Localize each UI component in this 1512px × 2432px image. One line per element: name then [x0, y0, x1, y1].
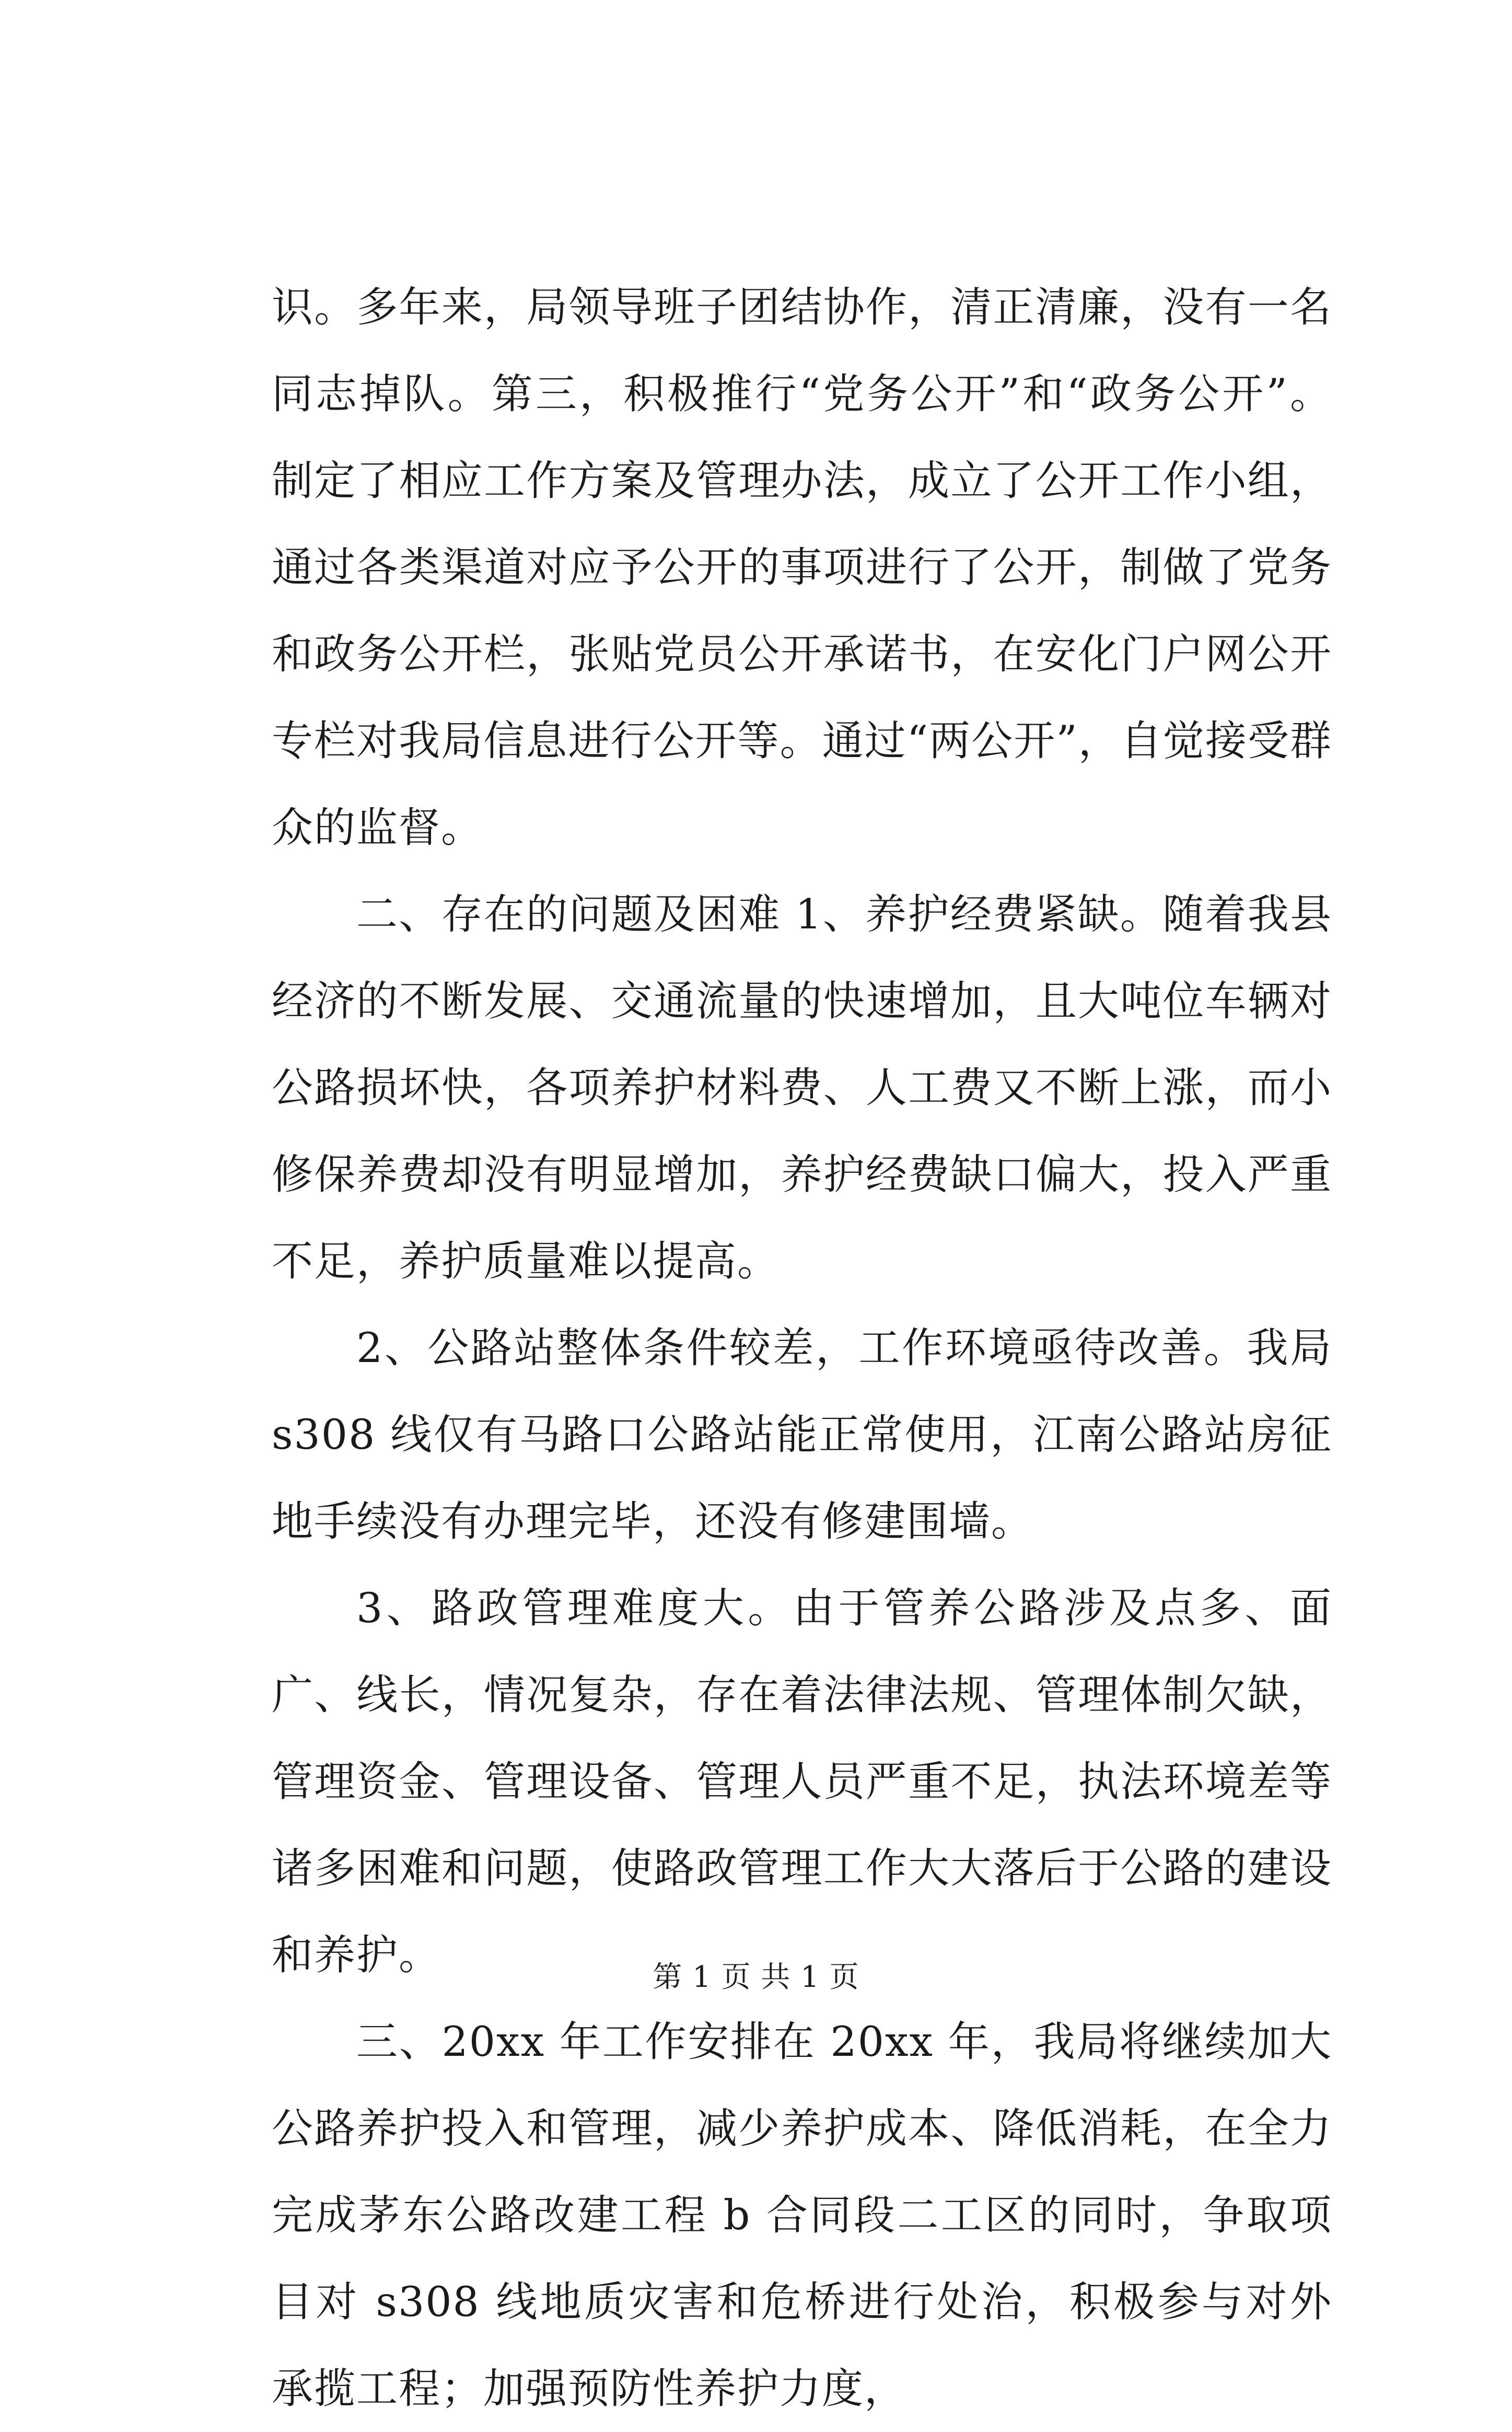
paragraph-5: 三、20xx 年工作安排在 20xx 年，我局将继续加大公路养护投入和管理，减少养护成本、降低消耗，在全力完成茅东公路改建工程 b 合同段二工区的同时，争取项目对 s308 线地质灾害和危桥进行处治，积极参与对外承揽工程；加强预防性养护力度，: [272, 2018, 1332, 2413]
paragraph-1: 识。多年来，局领导班子团结协作，清正清廉，没有一名同志掉队。第三，积极推行“党务公开”和“政务公开”。制定了相应工作方案及管理办法，成立了公开工作小组，通过各类渠道对应予公开的事项进行了公开，制做了党务和政务公开栏，张贴党员公开承诺书，在安化门户网公开专栏对我局信息进行公开等。通过“两公开”，自觉接受群众的监督。: [272, 283, 1332, 852]
paragraph-2: 二、存在的问题及困难 1、养护经费紧缺。随着我县经济的不断发展、交通流量的快速增加，且大吨位车辆对公路损坏快，各项养护材料费、人工费又不断上涨，而小修保养费却没有明显增加，养护经费缺口偏大，投入严重不足，养护质量难以提高。: [272, 890, 1332, 1285]
paragraph-4: 3、路政管理难度大。由于管养公路涉及点多、面广、线长，情况复杂，存在着法律法规、管理体制欠缺，管理资金、管理设备、管理人员严重不足，执法环境差等诸多困难和问题，使路政管理工作大大落后于公路的建设和养护。: [272, 1584, 1332, 1979]
paragraph-3: 2、公路站整体条件较差，工作环境亟待改善。我局 s308 线仅有马路口公路站能正常使用，江南公路站房征地手续没有办理完毕，还没有修建围墙。: [272, 1324, 1332, 1545]
document-body: [272, 264, 1332, 2432]
page-footer: 第 1 页 共 1 页: [653, 1960, 859, 1994]
